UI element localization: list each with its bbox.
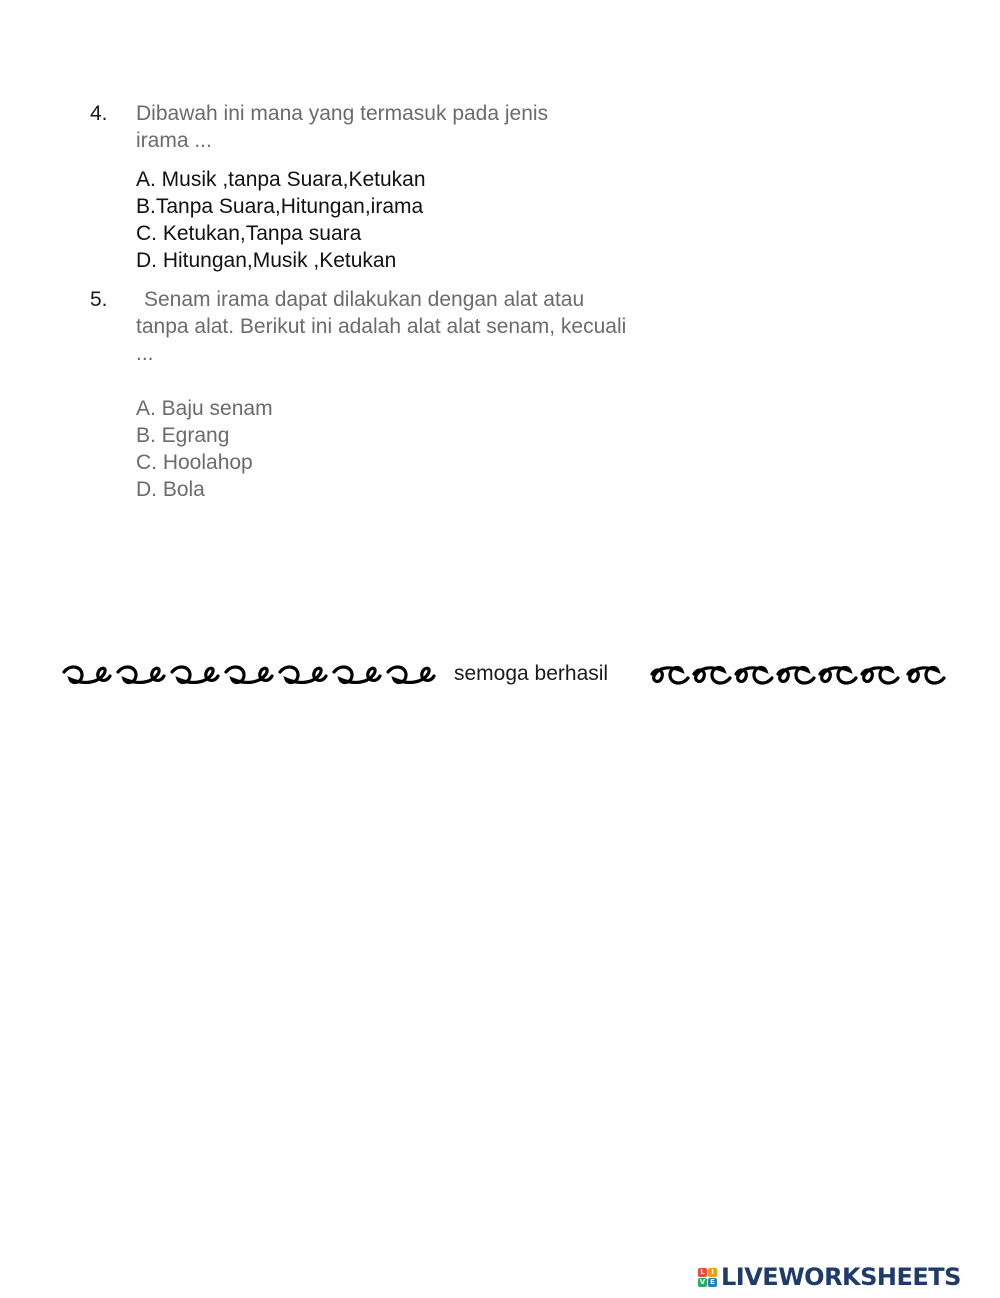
liveworksheets-brand [698,1262,961,1292]
question-5-option-b[interactable]: B. Egrang [136,424,230,447]
question-5-option-c[interactable]: C. Hoolahop [136,451,253,474]
question-4-option-a[interactable]: A. Musik ,tanpa Suara,Ketukan [136,168,426,191]
ornament-left-icon [60,664,438,686]
liveworksheets-logo-icon: L I V E [698,1268,717,1287]
question-4-options [136,166,426,274]
question-5-number: 5. [90,288,108,311]
liveworksheets-wordmark: LIVEWORKSHEETS [721,1263,961,1291]
footer-line [60,658,950,692]
footer-text: semoga berhasil [454,662,609,685]
question-5-text: Senam irama dapat dilakukan dengan alat atau tanpa alat. Berikut ini adalah alat alat senam, kecuali ... [136,288,627,365]
question-4-option-d[interactable]: D. Hitungan,Musik ,Ketukan [136,249,397,272]
question-4-number: 4. [90,102,108,125]
question-4-option-c[interactable]: C. Ketukan,Tanpa suara [136,222,362,245]
question-5-options [136,395,273,503]
question-4-text: Dibawah ini mana yang termasuk pada jenis irama ... [136,102,549,152]
question-5-option-d[interactable]: D. Bola [136,478,205,501]
question-4-option-b[interactable]: B.Tanpa Suara,Hitungan,irama [136,195,424,218]
question-5-option-a[interactable]: A. Baju senam [136,397,273,420]
ornament-right-icon [650,664,950,686]
